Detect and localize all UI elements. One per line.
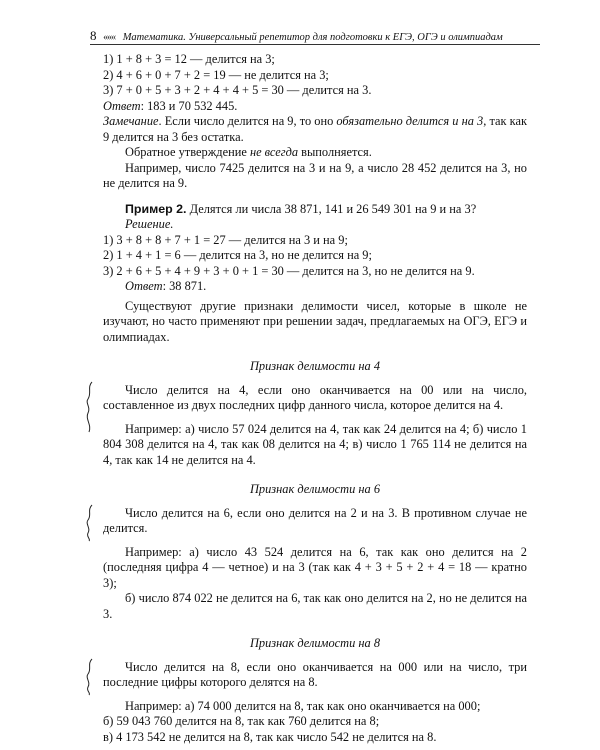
example2-question-text: Делятся ли числа 38 871, 141 и 26 549 301 на 9 и на 3? bbox=[186, 201, 477, 216]
header-marker: ««« bbox=[103, 32, 116, 43]
answer-value: : 38 871. bbox=[162, 279, 207, 293]
remark-emphasis-2: и на 3 bbox=[452, 114, 484, 128]
div8-example-b: б) 59 043 760 делится на 8, так как 760 делится на 8; bbox=[103, 714, 380, 728]
example1-line2: 2) 4 + 6 + 0 + 7 + 2 = 19 — не делится на 3; bbox=[103, 67, 329, 82]
example2-label: Пример 2. bbox=[125, 201, 187, 216]
remark-emphasis: обязательно делится bbox=[336, 114, 450, 128]
div8-heading: Признак делимости на 8 bbox=[249, 636, 381, 650]
brace-icon bbox=[85, 381, 95, 433]
div8-rule: Число делится на 8, если оно оканчивается на 000 или на число, три последние цифры которого делятся на 8. bbox=[103, 659, 527, 689]
example1-line1: 1) 1 + 8 + 3 = 12 — делится на 3; bbox=[103, 52, 275, 66]
page-header bbox=[90, 28, 540, 45]
remark bbox=[103, 114, 527, 145]
example2-line3: 3) 2 + 6 + 5 + 4 + 9 + 3 + 0 + 1 = 30 — делится на 3, но не делится на 9. bbox=[103, 263, 475, 278]
brace-icon bbox=[85, 658, 95, 696]
brace-icon bbox=[85, 504, 95, 542]
other-criteria-paragraph: Существуют другие признаки делимости чисел, которые в школе не изучают, но часто применяют при решении задач, предлагаемых на ОГЭ, ЕГЭ и олимпиадах. bbox=[103, 298, 527, 344]
div6-example-a: Например: а) число 43 524 делится на 6, так как оно делится на 2 (последняя цифра 4 — четное) и на 3 (так как 4 + 3 + 5 + 2 + 4 = 18 — кратно 3); bbox=[103, 544, 527, 590]
answer-label: Ответ bbox=[125, 279, 163, 293]
remark-text-2: , так как 9 делится на 3 без остатка. bbox=[103, 114, 527, 144]
div4-example: Например: а) число 57 024 делится на 4, так как 24 делится на 4; б) число 1 804 308 делится на 4, так как 08 делится на 4; в) число 1 765 114 не делится на 4, так как 14 не делится на 4. bbox=[103, 421, 527, 467]
div4-rule: Число делится на 4, если оно оканчивается на 00 или на число, составленное из двух последних цифр данного числа, которое делится на 4. bbox=[103, 382, 527, 412]
example2-solution-label: Решение. bbox=[125, 217, 174, 231]
answer-label: Ответ bbox=[103, 98, 141, 113]
div6-example-b: б) число 874 022 не делится на 6, так как оно делится на 2, но не делится на 3. bbox=[103, 591, 527, 621]
converse-note bbox=[103, 145, 527, 161]
remark-text: . Если число делится на 9, то оно bbox=[158, 114, 337, 128]
example1-line3: 3) 7 + 0 + 5 + 3 + 2 + 4 + 4 + 5 = 30 — делится на 3. bbox=[103, 83, 372, 97]
example2-line2: 2) 1 + 4 + 1 = 6 — делится на 3, но не делится на 9; bbox=[103, 248, 372, 262]
div8-example-a: Например: а) 74 000 делится на 8, так как оно оканчивается на 000; bbox=[125, 698, 481, 713]
example-div9: Например, число 7425 делится на 3 и на 9, а число 28 452 делится на 3, но не делится на 9. bbox=[103, 160, 527, 190]
div6-rule-box bbox=[103, 506, 527, 537]
div8-rule-box bbox=[103, 660, 527, 691]
example2-question bbox=[103, 202, 527, 218]
div4-heading: Признак делимости на 4 bbox=[249, 359, 381, 373]
converse-text-2: выполняется. bbox=[298, 145, 372, 159]
answer-value: : 183 и 70 532 445. bbox=[140, 98, 238, 113]
converse-text: Обратное утверждение bbox=[125, 145, 250, 159]
example2-line1: 1) 3 + 8 + 8 + 7 + 1 = 27 — делится на 3 и на 9; bbox=[103, 232, 348, 247]
running-title: Математика. Универсальный репетитор для подготовки к ЕГЭ, ОГЭ и олимпиадам bbox=[122, 32, 503, 43]
div8-example-c: в) 4 173 542 не делится на 8, так как число 542 не делится на 8. bbox=[103, 729, 437, 744]
div6-heading: Признак делимости на 6 bbox=[249, 482, 381, 496]
converse-emphasis: не всегда bbox=[249, 145, 299, 159]
page-body bbox=[103, 52, 527, 745]
page-number: 8 bbox=[90, 28, 97, 43]
div6-rule: Число делится на 6, если оно делится на 2 и на 3. В противном случае не делится. bbox=[103, 505, 527, 535]
example2-answer bbox=[103, 279, 527, 295]
div4-rule-box bbox=[103, 383, 527, 414]
remark-label: Замечание bbox=[103, 114, 159, 128]
example1-answer bbox=[103, 99, 527, 115]
